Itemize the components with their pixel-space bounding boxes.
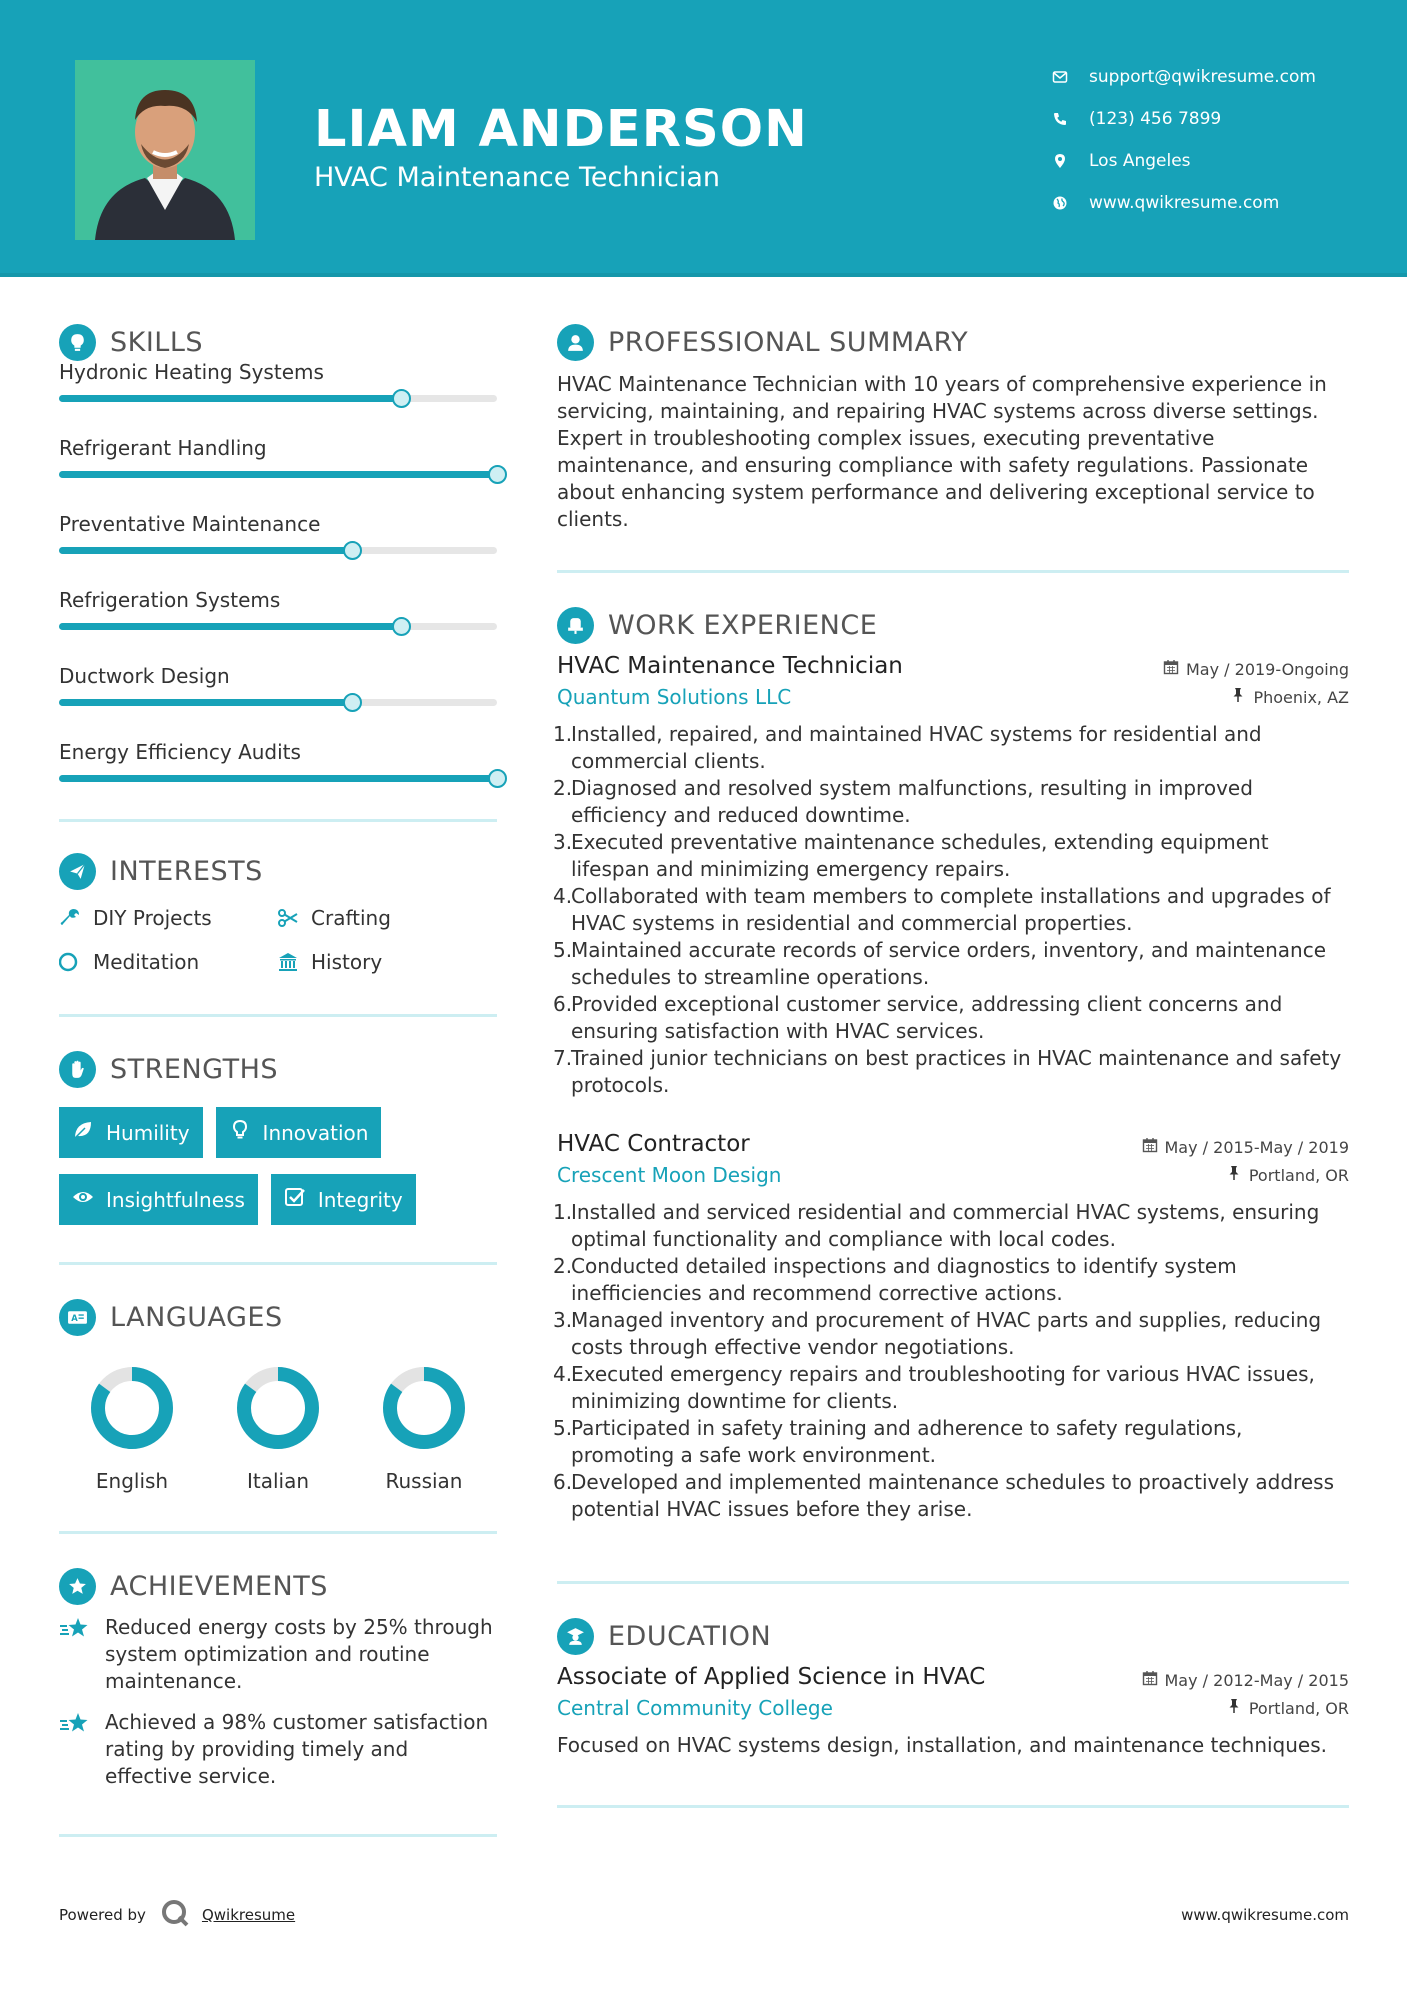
education-date-text: May / 2012-May / 2015 <box>1164 1670 1349 1690</box>
job-bullet: 6. Provided exceptional customer service, addressing client concerns and ensuring satisfaction with HVAC services. <box>553 992 1283 1043</box>
job-bullet: 1. Installed and serviced residential and commercial HVAC systems, ensuring optimal functionality and compliance with local codes. <box>553 1200 1320 1251</box>
summary-heading <box>557 318 1349 366</box>
lightbulb-icon <box>229 1119 263 1146</box>
job-date <box>1142 1137 1350 1157</box>
job-date-text: May / 2015-May / 2019 <box>1164 1137 1349 1157</box>
language-donut <box>379 1363 469 1453</box>
job-bullets <box>553 721 1349 1099</box>
contact-list <box>1052 56 1316 224</box>
language-label: Russian <box>385 1469 463 1493</box>
education-description: Focused on HVAC systems design, installation, and maintenance techniques. <box>557 1733 1327 1757</box>
language-icon <box>59 1299 96 1336</box>
skill-bar <box>59 395 497 402</box>
job-date-text: May / 2019-Ongoing <box>1186 659 1349 679</box>
skill-bar-knob <box>392 617 411 636</box>
qwikresume-logo-icon <box>146 1898 202 1932</box>
checkbox-icon <box>284 1186 318 1213</box>
language-item <box>351 1363 497 1493</box>
contact-email[interactable] <box>1052 56 1316 98</box>
strength-tag <box>216 1107 382 1158</box>
user-icon <box>557 324 594 361</box>
job-role: HVAC Contractor <box>557 1131 750 1157</box>
languages-title: LANGUAGES <box>110 1301 283 1333</box>
interests-title: INTERESTS <box>110 855 263 887</box>
section-divider <box>59 819 497 822</box>
strengths-heading <box>59 1045 497 1093</box>
star-icon <box>59 1709 105 1790</box>
contact-phone[interactable] <box>1052 98 1316 140</box>
languages-heading <box>59 1293 497 1341</box>
skill-bar-fill <box>59 547 352 554</box>
job-bullet: 2. Diagnosed and resolved system malfunctions, resulting in improved efficiency and reduced downtime. <box>553 776 1253 827</box>
star-icon <box>59 1614 105 1695</box>
job-bullet: 3. Managed inventory and procurement of HVAC parts and supplies, reducing costs through effective vendor negotiations. <box>553 1308 1322 1359</box>
wrench-icon <box>59 907 93 929</box>
job-entry <box>553 649 1349 1099</box>
education-location-text: Portland, OR <box>1248 1698 1349 1718</box>
summary-text: HVAC Maintenance Technician with 10 years of comprehensive experience in servicing, maintaining, and repairing HVAC systems across diverse settings. Expert in troubleshooting complex issues, executing preventative maintenance, and ensuring compliance with safety regulations. Passionate about enhancing system performance and delivering exceptional service to clients. <box>557 372 1327 531</box>
skill-bar-knob <box>488 465 507 484</box>
skills-list <box>59 358 497 814</box>
job-bullet: 2. Conducted detailed inspections and diagnostics to identify system inefficiencies and recommend corrective actions. <box>553 1254 1237 1305</box>
profile-photo <box>75 60 255 240</box>
powered-by-text: Powered by <box>59 1906 146 1924</box>
svg-text:A: A <box>71 1312 78 1323</box>
strength-label: Integrity <box>317 1187 403 1212</box>
graduate-icon <box>557 1618 594 1655</box>
interest-item <box>59 903 277 933</box>
resume-header <box>0 0 1407 277</box>
section-divider <box>59 1262 497 1265</box>
job-bullet: 3. Executed preventative maintenance schedules, extending equipment lifespan and minimizing emergency repairs. <box>553 830 1269 881</box>
footer-powered-by <box>59 1898 295 1932</box>
skill-item <box>59 662 497 738</box>
skill-bar-knob <box>343 541 362 560</box>
education-title: EDUCATION <box>608 1620 772 1652</box>
strength-label: Innovation <box>262 1120 369 1145</box>
job-bullet: 5. Maintained accurate records of service orders, inventory, and maintenance schedules to streamline operations. <box>553 938 1327 989</box>
paper-plane-icon <box>59 853 96 890</box>
strength-tag <box>59 1174 258 1225</box>
interest-label: DIY Projects <box>93 906 212 930</box>
job-date <box>1163 659 1349 679</box>
job-entry <box>553 1127 1349 1523</box>
contact-website[interactable] <box>1052 182 1316 224</box>
strength-label: Insightfulness <box>106 1187 245 1212</box>
left-column <box>59 318 497 1837</box>
languages-list <box>59 1363 497 1493</box>
skill-bar-fill <box>59 395 401 402</box>
experience-heading <box>557 601 1349 649</box>
job-bullets <box>553 1199 1349 1523</box>
job-bullet: 7. Trained junior technicians on best practices in HVAC maintenance and safety protocols. <box>553 1046 1342 1097</box>
job-location <box>1230 687 1349 707</box>
strengths-title: STRENGTHS <box>110 1053 279 1085</box>
skill-label: Refrigerant Handling <box>59 436 267 460</box>
lightbulb-icon <box>59 324 96 361</box>
star-badge-icon <box>59 1568 96 1605</box>
school-name: Central Community College <box>557 1696 833 1720</box>
contact-phone-text: (123) 456 7899 <box>1089 109 1222 129</box>
skill-label: Energy Efficiency Audits <box>59 740 301 764</box>
strength-tag <box>271 1174 416 1225</box>
interest-label: History <box>311 950 383 974</box>
section-divider <box>557 1581 1349 1584</box>
interest-item <box>277 947 497 977</box>
interests-heading <box>59 847 497 895</box>
brand-link[interactable]: Qwikresume <box>201 1906 296 1924</box>
section-divider <box>59 1531 497 1534</box>
job-bullet: 4. Executed emergency repairs and troubleshooting for various HVAC issues, minimizing downtime for clients. <box>553 1362 1315 1413</box>
phone-icon <box>1052 111 1089 127</box>
location-pin-icon <box>1052 153 1089 169</box>
candidate-name: LIAM ANDERSON <box>314 100 808 159</box>
skill-bar <box>59 775 497 782</box>
experience-title: WORK EXPERIENCE <box>608 609 878 641</box>
skill-item <box>59 586 497 662</box>
education-location <box>1226 1698 1349 1718</box>
skill-item <box>59 510 497 586</box>
interest-item <box>277 903 497 933</box>
education-date <box>1142 1670 1350 1690</box>
skills-title: SKILLS <box>110 326 204 358</box>
briefcase-icon <box>557 607 594 644</box>
job-bullet: 6. Developed and implemented maintenance schedules to proactively address potential HVAC issues before they arise. <box>553 1470 1334 1521</box>
calendar-icon <box>1163 659 1186 679</box>
pushpin-icon <box>1226 1165 1249 1185</box>
skill-item <box>59 358 497 434</box>
skill-item <box>59 434 497 510</box>
eye-icon <box>72 1186 106 1213</box>
pushpin-icon <box>1230 687 1253 707</box>
job-location-text: Phoenix, AZ <box>1253 687 1349 707</box>
interest-label: Meditation <box>93 950 200 974</box>
language-item <box>205 1363 351 1493</box>
scissors-icon <box>277 907 311 929</box>
company-name: Crescent Moon Design <box>557 1163 782 1187</box>
section-divider <box>557 570 1349 573</box>
footer-website[interactable]: www.qwikresume.com <box>1181 1906 1349 1924</box>
header-bottom-band <box>0 273 1407 277</box>
section-divider <box>59 1834 497 1837</box>
achievements-title: ACHIEVEMENTS <box>110 1570 328 1602</box>
skill-bar <box>59 547 497 554</box>
achievement-item <box>59 1709 497 1790</box>
interest-item <box>59 947 277 977</box>
interests-list <box>59 903 497 977</box>
education-heading <box>557 1612 1349 1660</box>
strengths-list <box>59 1107 497 1225</box>
skill-bar-fill <box>59 775 497 782</box>
job-location <box>1226 1165 1349 1185</box>
circle-icon <box>59 951 93 973</box>
achievement-text: Achieved a 98% customer satisfaction rating by providing timely and effective service. <box>105 1710 489 1788</box>
right-column <box>553 318 1349 1808</box>
contact-email-text: support@qwikresume.com <box>1089 67 1316 87</box>
job-role: HVAC Maintenance Technician <box>557 653 903 679</box>
email-icon <box>1052 69 1089 85</box>
education-entry <box>557 1660 1349 1759</box>
achievements-heading <box>59 1562 497 1610</box>
skill-label: Refrigeration Systems <box>59 588 281 612</box>
calendar-icon <box>1142 1137 1165 1157</box>
skill-bar-fill <box>59 623 401 630</box>
contact-location <box>1052 140 1316 182</box>
language-donut <box>87 1363 177 1453</box>
section-divider <box>59 1014 497 1017</box>
language-label: English <box>95 1469 169 1493</box>
skill-label: Ductwork Design <box>59 664 230 688</box>
achievement-item <box>59 1614 497 1695</box>
degree-name: Associate of Applied Science in HVAC <box>557 1664 986 1690</box>
strength-tag <box>59 1107 203 1158</box>
strength-label: Humility <box>106 1120 190 1145</box>
candidate-title: HVAC Maintenance Technician <box>314 162 721 193</box>
contact-location-text: Los Angeles <box>1089 151 1191 171</box>
language-donut <box>233 1363 323 1453</box>
job-bullet: 5. Participated in safety training and adherence to safety regulations, promoting a safe work environment. <box>553 1416 1243 1467</box>
globe-icon <box>1052 195 1089 211</box>
skill-bar <box>59 471 497 478</box>
achievement-text: Reduced energy costs by 25% through system optimization and routine maintenance. <box>105 1615 493 1693</box>
skill-bar-knob <box>343 693 362 712</box>
company-name: Quantum Solutions LLC <box>557 685 792 709</box>
museum-icon <box>277 951 311 973</box>
skill-bar <box>59 699 497 706</box>
language-item <box>59 1363 205 1493</box>
skill-label: Preventative Maintenance <box>59 512 321 536</box>
section-divider <box>557 1805 1349 1808</box>
skill-bar-knob <box>488 769 507 788</box>
job-location-text: Portland, OR <box>1248 1165 1349 1185</box>
summary-title: PROFESSIONAL SUMMARY <box>608 326 969 358</box>
skill-bar-knob <box>392 389 411 408</box>
hand-icon <box>59 1051 96 1088</box>
calendar-icon <box>1142 1670 1165 1690</box>
contact-website-text: www.qwikresume.com <box>1089 193 1280 213</box>
leaf-icon <box>72 1119 106 1146</box>
pushpin-icon <box>1226 1698 1249 1718</box>
skill-label: Hydronic Heating Systems <box>59 360 324 384</box>
language-label: Italian <box>246 1469 310 1493</box>
skill-bar-fill <box>59 471 497 478</box>
skill-bar-fill <box>59 699 352 706</box>
job-bullet: 1. Installed, repaired, and maintained HVAC systems for residential and commercial clients. <box>553 722 1262 773</box>
skill-item <box>59 738 497 814</box>
job-bullet: 4. Collaborated with team members to complete installations and upgrades of HVAC systems in residential and commercial properties. <box>553 884 1331 935</box>
skill-bar <box>59 623 497 630</box>
interest-label: Crafting <box>311 906 391 930</box>
